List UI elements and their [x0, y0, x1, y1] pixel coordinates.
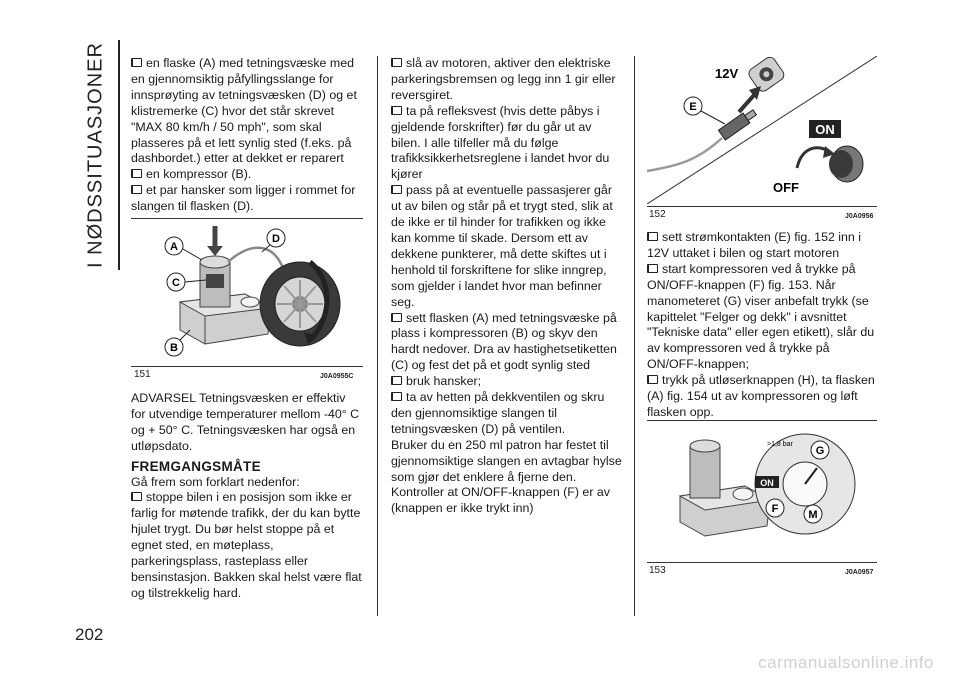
list-item: bruk hansker;	[391, 374, 623, 390]
figure-rule	[647, 206, 877, 207]
page-number: 202	[75, 625, 104, 644]
column-1-lower	[131, 391, 363, 602]
body-paragraph: Bruker du en 250 ml patron har festet til gjennomsiktige slangen en avtagbar hylse som gjør det enklere å fjerne den. Kontroller at ON/OFF-knappen (F) er av (knappen er ikke trykt inn)	[391, 437, 622, 516]
label-f: F	[771, 503, 779, 515]
list-item: ta på refleksvest (hvis dette påbys i gjeldende forskrifter) før du går ut av bilen. I alle tilfeller må du følge trafikksikkerhetsreglene i landet hvor du kjører	[391, 104, 623, 184]
list-item: sett flasken (A) med tetningsvæske på plass i kompressoren (B) og skyv den hardt nedover. Dra av hastighetsetiketten (C) og fest det på et godt synlig sted	[391, 311, 623, 375]
list-item: slå av motoren, aktiver den elektriske parkeringsbremsen og legg inn 1 gir eller reversgiret.	[391, 56, 623, 104]
label-m: M	[808, 509, 818, 521]
figure-rule	[647, 562, 877, 563]
label-bar: >1,8 bar	[767, 441, 793, 448]
label-on: ON	[815, 122, 835, 137]
label-on: ON	[760, 478, 774, 488]
section-heading: FREMGANGSMÅTE	[131, 458, 261, 474]
figure-153-code: J0A0957	[845, 569, 874, 576]
label-g: G	[815, 445, 825, 457]
label-a: A	[170, 241, 178, 253]
warning-text: ADVARSEL Tetningsvæsken er effektiv for utvendige temperaturer mellom -40° C og + 50° C. Tetningsvæsken har også en utløpsdato.	[131, 391, 360, 453]
figure-152-code: J0A0956	[845, 213, 874, 220]
figure-152-number: 152	[649, 209, 666, 220]
label-d: D	[272, 233, 280, 245]
figure-152-power-plug	[647, 56, 877, 204]
list-item: stoppe bilen i en posisjon som ikke er farlig for møtende trafikk, der du kan bytte hjulet trygt. Du bør helst stoppe på et egnet sted, en møteplass, parkeringsplass, rasteplass eller bensinstasjon. Bakken skal helst være flat og tilstrekkelig hard.	[131, 490, 362, 600]
figure-rule	[131, 218, 363, 219]
column-divider	[377, 56, 378, 616]
label-c: C	[172, 277, 180, 289]
figure-151-tire-repair-kit	[150, 222, 350, 362]
figure-153-compressor-gauge	[655, 426, 865, 556]
label-e: E	[689, 101, 697, 113]
label-off: OFF	[773, 180, 799, 195]
list-item: et par hansker som ligger i rommet for slangen til flasken (D).	[131, 183, 363, 215]
list-item: trykk på utløserknappen (H), ta flasken (A) fig. 154 ut av kompressoren og løft flasken opp.	[647, 373, 879, 421]
column-divider	[634, 56, 635, 616]
list-item: start kompressoren ved å trykke på ON/OFF-knappen (F) fig. 153. Når manometeret (G) viser anbefalt trykk (se kapittelet "Felger og dekk" i avsnittet "Tekniske data" eller egen etikett), slår du av kompressoren ved å trykke på ON/OFF-knappen;	[647, 262, 879, 373]
list-item: sett strømkontakten (E) fig. 152 inn i 12V uttaket i bilen og start motoren	[647, 230, 879, 262]
list-item: en kompressor (B).	[131, 167, 363, 183]
list-item: en flaske (A) med tetningsvæske med en gjennomsiktig påfyllingsslange for innsprøyting av tetningsvæsken (D) og et klistremerke (C) hvor det står skrevet "MAX 80 km/h / 50 mph", som skal plasseres på et lett synlig sted (f.eks. på dashbordet.) etter at dekket er reparert	[131, 56, 363, 167]
column-3	[647, 230, 879, 421]
chapter-title-text: I NØDSSITUASJONER	[84, 42, 107, 268]
intro-text: Gå frem som forklart nedenfor:	[131, 474, 300, 489]
list-item: ta av hetten på dekkventilen og skru den gjennomsiktige slangen til tetningsvæsken (D) på ventilen.	[391, 390, 623, 438]
list-item: pass på at eventuelle passasjerer går ut av bilen og står på et trygt sted, slik at de ikke er til hinder for trafikken og ikke kan komme til skade. Dersom ett av dekkene punkterer, må dette skiftes ut i henhold til forskriftene for slike inngrep, som gjelder i landet hvor man befinner seg.	[391, 183, 623, 310]
chapter-title	[80, 40, 112, 270]
figure-153-number: 153	[649, 565, 666, 576]
label-b: B	[170, 342, 178, 354]
column-2	[391, 56, 623, 517]
label-12v: 12V	[715, 66, 739, 81]
figure-rule	[131, 366, 363, 367]
watermark: carmanualsonline.info	[758, 653, 934, 672]
figure-151-code: J0A0955C	[320, 373, 354, 380]
figure-151-number: 151	[134, 369, 151, 380]
column-1	[131, 56, 363, 215]
figure-rule	[647, 420, 877, 421]
chapter-divider	[118, 40, 120, 270]
